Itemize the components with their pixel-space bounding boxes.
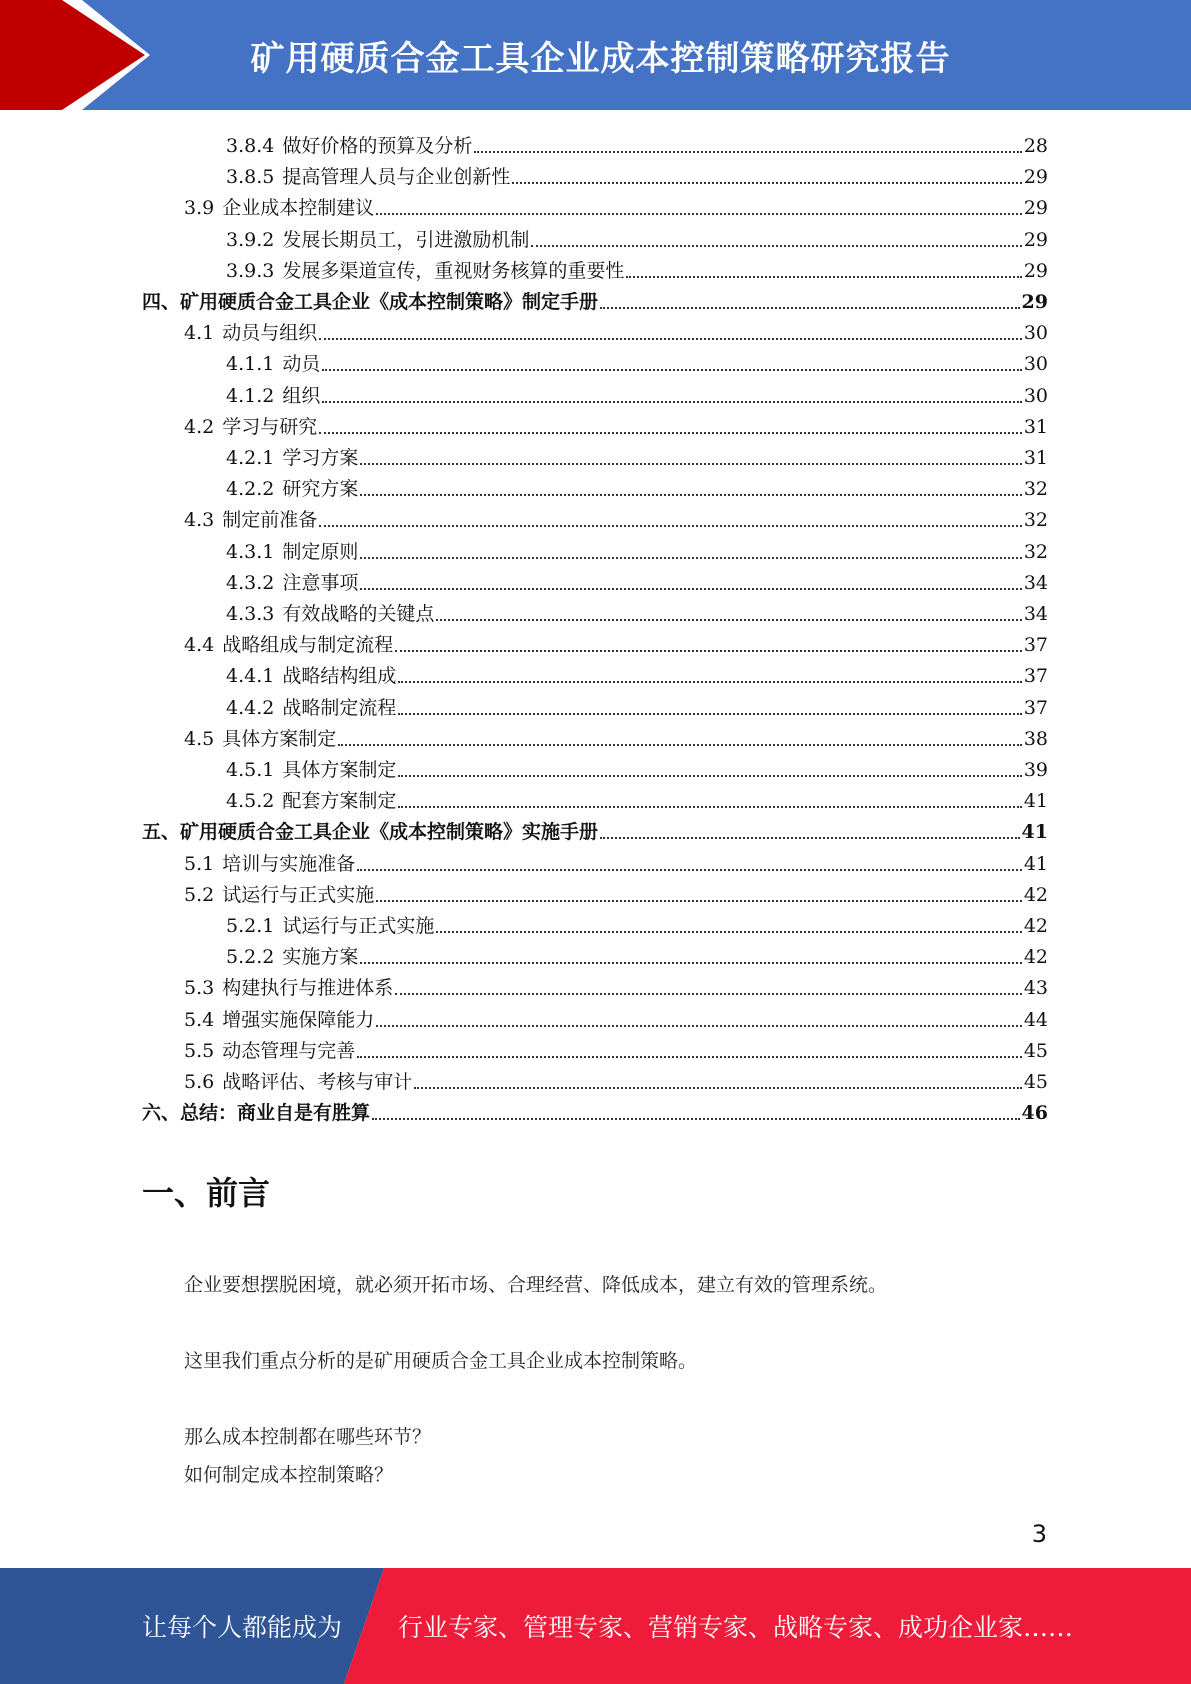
toc-entry-number: 4.3.1 [226,540,275,563]
toc-entry-number: 5.2.2 [226,946,275,969]
toc-entry-title: 有效战略的关键点 [282,603,435,625]
paragraph: 这里我们重点分析的是矿用硬质合金工具企业成本控制策略。 [184,1350,698,1372]
toc-entry-number: 4.5.1 [226,759,275,781]
toc-dot-leader [395,993,1022,995]
toc-entry[interactable] [226,688,1048,719]
toc-entry-title: 战略制定流程 [282,696,397,719]
toc-entry-page: 31 [1023,447,1048,469]
toc-entry-page: 41 [1021,821,1048,844]
toc-entry-title: 发展多渠道宣传，重视财务核算的重要性 [282,259,625,282]
section-title: 一、前言 [142,1174,271,1212]
toc-entry-page: 29 [1023,166,1048,189]
toc-entry-page: 29 [1023,228,1048,251]
toc-entry-page: 45 [1023,1039,1048,1062]
page-footer [0,1568,1191,1684]
toc-entry-number: 4.3.3 [226,603,275,625]
toc-entry-title: 做好价格的预算及分析 [282,135,473,157]
toc-entry[interactable] [184,1062,1048,1093]
toc-dot-leader [360,962,1021,964]
toc-entry-title: 制定原则 [282,540,359,563]
toc-entry-page: 29 [1023,197,1048,220]
toc-entry-number: 4.4.1 [226,665,275,688]
toc-entry-page: 42 [1023,915,1048,937]
toc-dot-leader [357,1056,1022,1058]
toc-dot-leader [436,931,1021,933]
toc-entry-title: 培训与实施准备 [222,852,356,875]
toc-entry[interactable] [226,750,1048,781]
toc-entry-page: 37 [1023,696,1048,719]
toc-entry-page: 39 [1023,759,1048,781]
footer-slogan-left: 让每个人都能成为 [142,1613,343,1642]
toc-dot-leader [357,869,1022,871]
toc-entry-number: 4.4 [184,634,215,657]
toc-entry[interactable] [184,1031,1048,1062]
toc-entry-title: 六、总结：商业自是有胜算 [142,1102,371,1125]
toc-entry-page: 43 [1023,977,1048,1000]
paragraph: 那么成本控制都在哪些环节？ [184,1426,432,1448]
header-chevron-decoration [0,0,160,110]
toc-entry[interactable] [226,532,1048,563]
toc-entry-title: 配套方案制定 [282,790,397,813]
toc-dot-leader [531,245,1021,247]
toc-entry[interactable] [184,188,1048,219]
toc-entry-page: 32 [1023,478,1048,501]
toc-entry[interactable] [226,906,1048,937]
toc-entry[interactable] [226,563,1048,594]
paragraph: 如何制定成本控制策略？ [184,1464,394,1486]
toc-entry-title: 动员 [282,353,321,376]
toc-entry-number: 5.6 [184,1071,215,1093]
toc-entry[interactable] [226,937,1048,968]
toc-entry-title: 战略结构组成 [282,665,397,688]
toc-entry-page: 37 [1023,634,1048,657]
toc-entry-title: 发展长期员工，引进激励机制 [282,228,530,251]
toc-entry[interactable] [226,438,1048,469]
toc-entry-number: 5.1 [184,852,215,875]
toc-entry-page: 34 [1023,571,1048,594]
toc-entry[interactable] [184,500,1048,531]
toc-dot-leader [360,494,1021,496]
toc-entry-page: 30 [1023,353,1048,376]
paragraph: 企业要想摆脱困境，就必须开拓市场、合理经营、降低成本，建立有效的管理系统。 [184,1274,888,1296]
toc-dot-leader [376,900,1022,902]
toc-entry-title: 注意事项 [282,571,359,594]
toc-dot-leader [319,432,1022,434]
toc-entry-page: 42 [1023,946,1048,969]
page-number: 3 [1031,1520,1047,1548]
toc-entry-number: 4.5 [184,727,215,750]
toc-dot-leader [376,1025,1022,1027]
toc-entry-page: 38 [1023,727,1048,750]
toc-entry-number: 3.8.5 [226,166,275,189]
toc-dot-leader [376,213,1022,215]
toc-dot-leader [512,182,1021,184]
toc-entry-title: 组织 [282,384,321,407]
toc-entry-title: 提高管理人员与企业创新性 [282,166,511,189]
toc-entry-number: 4.1.1 [226,353,275,376]
toc-entry-title: 学习与研究 [222,415,318,438]
toc-entry-title: 具体方案制定 [222,727,337,750]
toc-entry[interactable] [142,1093,1048,1124]
toc-dot-leader [319,338,1022,340]
toc-entry-page: 32 [1023,509,1048,532]
toc-dot-leader [398,681,1021,683]
toc-dot-leader [322,401,1021,403]
toc-entry-number: 4.1 [184,322,215,345]
toc-entry-page: 44 [1023,1008,1048,1031]
toc-entry[interactable] [226,594,1048,625]
toc-entry-page: 37 [1023,665,1048,688]
toc-dot-leader [395,650,1022,652]
toc-entry-page: 31 [1023,415,1048,438]
toc-entry[interactable] [184,968,1048,999]
toc-entry-page: 41 [1023,790,1048,813]
toc-entry[interactable] [226,251,1048,282]
toc-entry-title: 动员与组织 [222,322,318,345]
toc-entry-page: 29 [1021,291,1048,313]
toc-entry-title: 动态管理与完善 [222,1039,356,1062]
toc-entry-number: 5.2 [184,883,215,906]
toc-entry[interactable] [142,282,1048,313]
toc-dot-leader [398,713,1021,715]
toc-entry-number: 4.2.2 [226,478,275,501]
toc-entry-page: 29 [1023,259,1048,282]
toc-dot-leader [372,1118,1020,1120]
toc-entry-number: 4.5.2 [226,790,275,813]
toc-entry-number: 4.3 [184,509,215,532]
toc-entry-number: 5.4 [184,1008,215,1031]
toc-entry[interactable] [226,656,1048,687]
toc-dot-leader [474,151,1021,153]
toc-entry-page: 32 [1023,540,1048,563]
toc-entry[interactable] [184,719,1048,750]
toc-entry-title: 五、矿用硬质合金工具企业《成本控制策略》实施手册 [142,821,599,844]
toc-entry-page: 34 [1023,603,1048,625]
toc-entry-title: 试运行与正式实施 [222,883,375,906]
toc-entry[interactable] [184,844,1048,875]
toc-entry-title: 构建执行与推进体系 [222,977,394,1000]
toc-entry[interactable] [226,376,1048,407]
toc-entry[interactable] [226,781,1048,812]
toc-dot-leader [600,837,1020,839]
toc-entry-number: 4.4.2 [226,696,275,719]
toc-entry-title: 企业成本控制建议 [222,197,375,220]
toc-dot-leader [360,463,1021,465]
toc-entry-page: 30 [1023,384,1048,407]
toc-entry[interactable] [226,220,1048,251]
toc-dot-leader [319,525,1022,527]
toc-entry-number: 5.2.1 [226,915,275,937]
toc-entry-title: 实施方案 [282,946,359,969]
toc-entry-page: 28 [1023,135,1048,157]
toc-entry-number: 3.9.3 [226,259,275,282]
toc-entry-title: 试运行与正式实施 [282,915,435,937]
toc-entry[interactable] [184,407,1048,438]
toc-entry-title: 研究方案 [282,478,359,501]
toc-entry-number: 4.2.1 [226,447,275,469]
toc-entry-number: 4.2 [184,415,215,438]
toc-dot-leader [398,775,1021,777]
toc-entry[interactable] [184,313,1048,344]
toc-dot-leader [338,744,1022,746]
toc-entry[interactable] [184,875,1048,906]
toc-dot-leader [414,1087,1022,1089]
toc-dot-leader [322,369,1021,371]
toc-entry-number: 3.9 [184,197,215,220]
toc-entry-title: 学习方案 [282,447,359,469]
toc-entry-title: 制定前准备 [222,509,318,532]
toc-entry-title: 战略评估、考核与审计 [222,1071,413,1093]
toc-entry-number: 3.9.2 [226,228,275,251]
toc-entry[interactable] [184,1000,1048,1031]
toc-entry-page: 41 [1023,852,1048,875]
header-title: 矿用硬质合金工具企业成本控制策略研究报告 [250,38,951,79]
toc-entry-title: 具体方案制定 [282,759,397,781]
toc-entry-number: 5.3 [184,977,215,1000]
toc-dot-leader [398,806,1021,808]
toc-entry[interactable] [142,812,1048,843]
footer-slogan-right: 行业专家、管理专家、营销专家、战略专家、成功企业家…… [398,1613,1074,1642]
toc-entry-page: 42 [1023,883,1048,906]
toc-entry[interactable] [226,157,1048,188]
toc-entry-number: 5.5 [184,1039,215,1062]
toc-entry[interactable] [226,469,1048,500]
toc-dot-leader [626,276,1021,278]
toc-entry-number: 3.8.4 [226,135,275,157]
page-header [0,0,1191,110]
toc-entry-page: 46 [1021,1102,1048,1125]
toc-entry-page: 30 [1023,322,1048,345]
toc-entry-title: 战略组成与制定流程 [222,634,394,657]
toc-entry[interactable] [226,126,1048,157]
toc-dot-leader [360,557,1021,559]
toc-entry-page: 45 [1023,1071,1048,1093]
toc-entry-title: 四、矿用硬质合金工具企业《成本控制策略》制定手册 [142,291,599,313]
toc-entry-title: 增强实施保障能力 [222,1008,375,1031]
toc-entry[interactable] [184,625,1048,656]
toc-entry[interactable] [226,344,1048,375]
toc-dot-leader [436,619,1021,621]
toc-dot-leader [600,307,1020,309]
toc-entry-number: 4.3.2 [226,571,275,594]
toc-dot-leader [360,588,1021,590]
toc-entry-number: 4.1.2 [226,384,275,407]
